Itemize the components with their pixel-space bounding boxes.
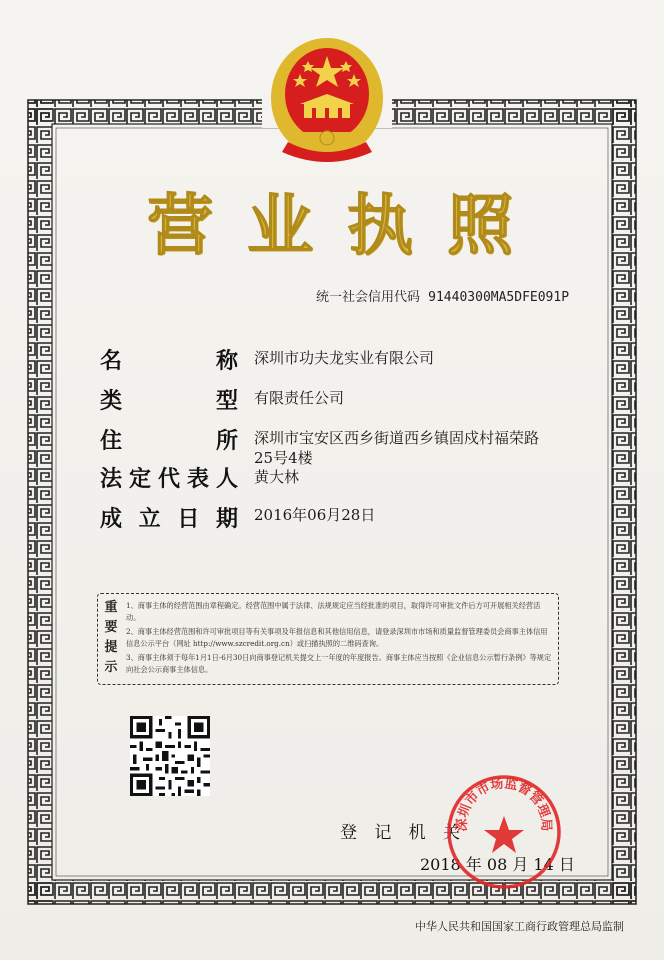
notice-item: 2、商事主体经营范围和许可审批项目等有关事项及年报信息和其他信用信息，请登录深圳市市场和质量监督管理委员会商事主体信用信息公示平台（网址 http://www.szcredit.org.cn）或扫描执照的二维码查询。 [126, 627, 548, 648]
notice-list [126, 600, 552, 678]
official-seal-icon [444, 772, 564, 892]
credit-code-label: 统一社会信用代码 [316, 290, 421, 305]
company-type-value: 有限责任公司 [254, 389, 345, 407]
qr-code-icon[interactable] [130, 716, 210, 796]
license-title [140, 186, 520, 266]
svg-text:深圳市市场监督管理局: 深圳市市场监督管理局 [454, 776, 554, 832]
legal-rep-value: 黄大林 [254, 468, 300, 486]
name-label: 名 称 [100, 349, 238, 374]
type-label: 类 型 [100, 389, 238, 414]
established-date-value: 2016年06月28日 [254, 506, 376, 524]
national-emblem-icon [268, 34, 386, 162]
address-value-line1: 深圳市宝安区西乡街道西乡镇固戍村福荣路 [254, 429, 540, 447]
title-char-2: 业 [247, 187, 313, 264]
title-char-1: 营 [147, 187, 213, 264]
established-label: 成 立 日 期 [100, 507, 238, 532]
important-notice [97, 593, 559, 685]
legal-rep-label: 法 定 代 表 人 [100, 467, 238, 492]
footer-supervision: 中华人民共和国国家工商行政管理总局监制 [415, 920, 624, 933]
title-char-4: 照 [447, 187, 513, 264]
address-value-line2: 25号4楼 [254, 449, 313, 467]
notice-item: 1、商事主体的经营范围由章程确定。经营范围中属于法律、法规规定应当经批准的项目，取得许可审批文件后方可开展相关经营活动。 [126, 601, 541, 622]
notice-heading: 重 要 提 示 [104, 600, 118, 675]
registration-date: 2018 年 08 月 14 日 [420, 855, 575, 874]
registration-authority-label: 登 记 机 关 [340, 823, 460, 843]
notice-item: 3、商事主体须于每年1月1日-6月30日向商事登记机关提交上一年度的年度报告。商事主体应当按照《企业信息公示暂行条例》等规定向社会公示商事主体信息。 [126, 653, 552, 674]
title-char-3: 执 [347, 187, 413, 264]
company-name-value: 深圳市功夫龙实业有限公司 [254, 349, 435, 367]
credit-code-value: 91440300MA5DFE091P [428, 290, 570, 305]
address-label: 住 所 [100, 429, 238, 454]
credit-code [316, 286, 569, 305]
